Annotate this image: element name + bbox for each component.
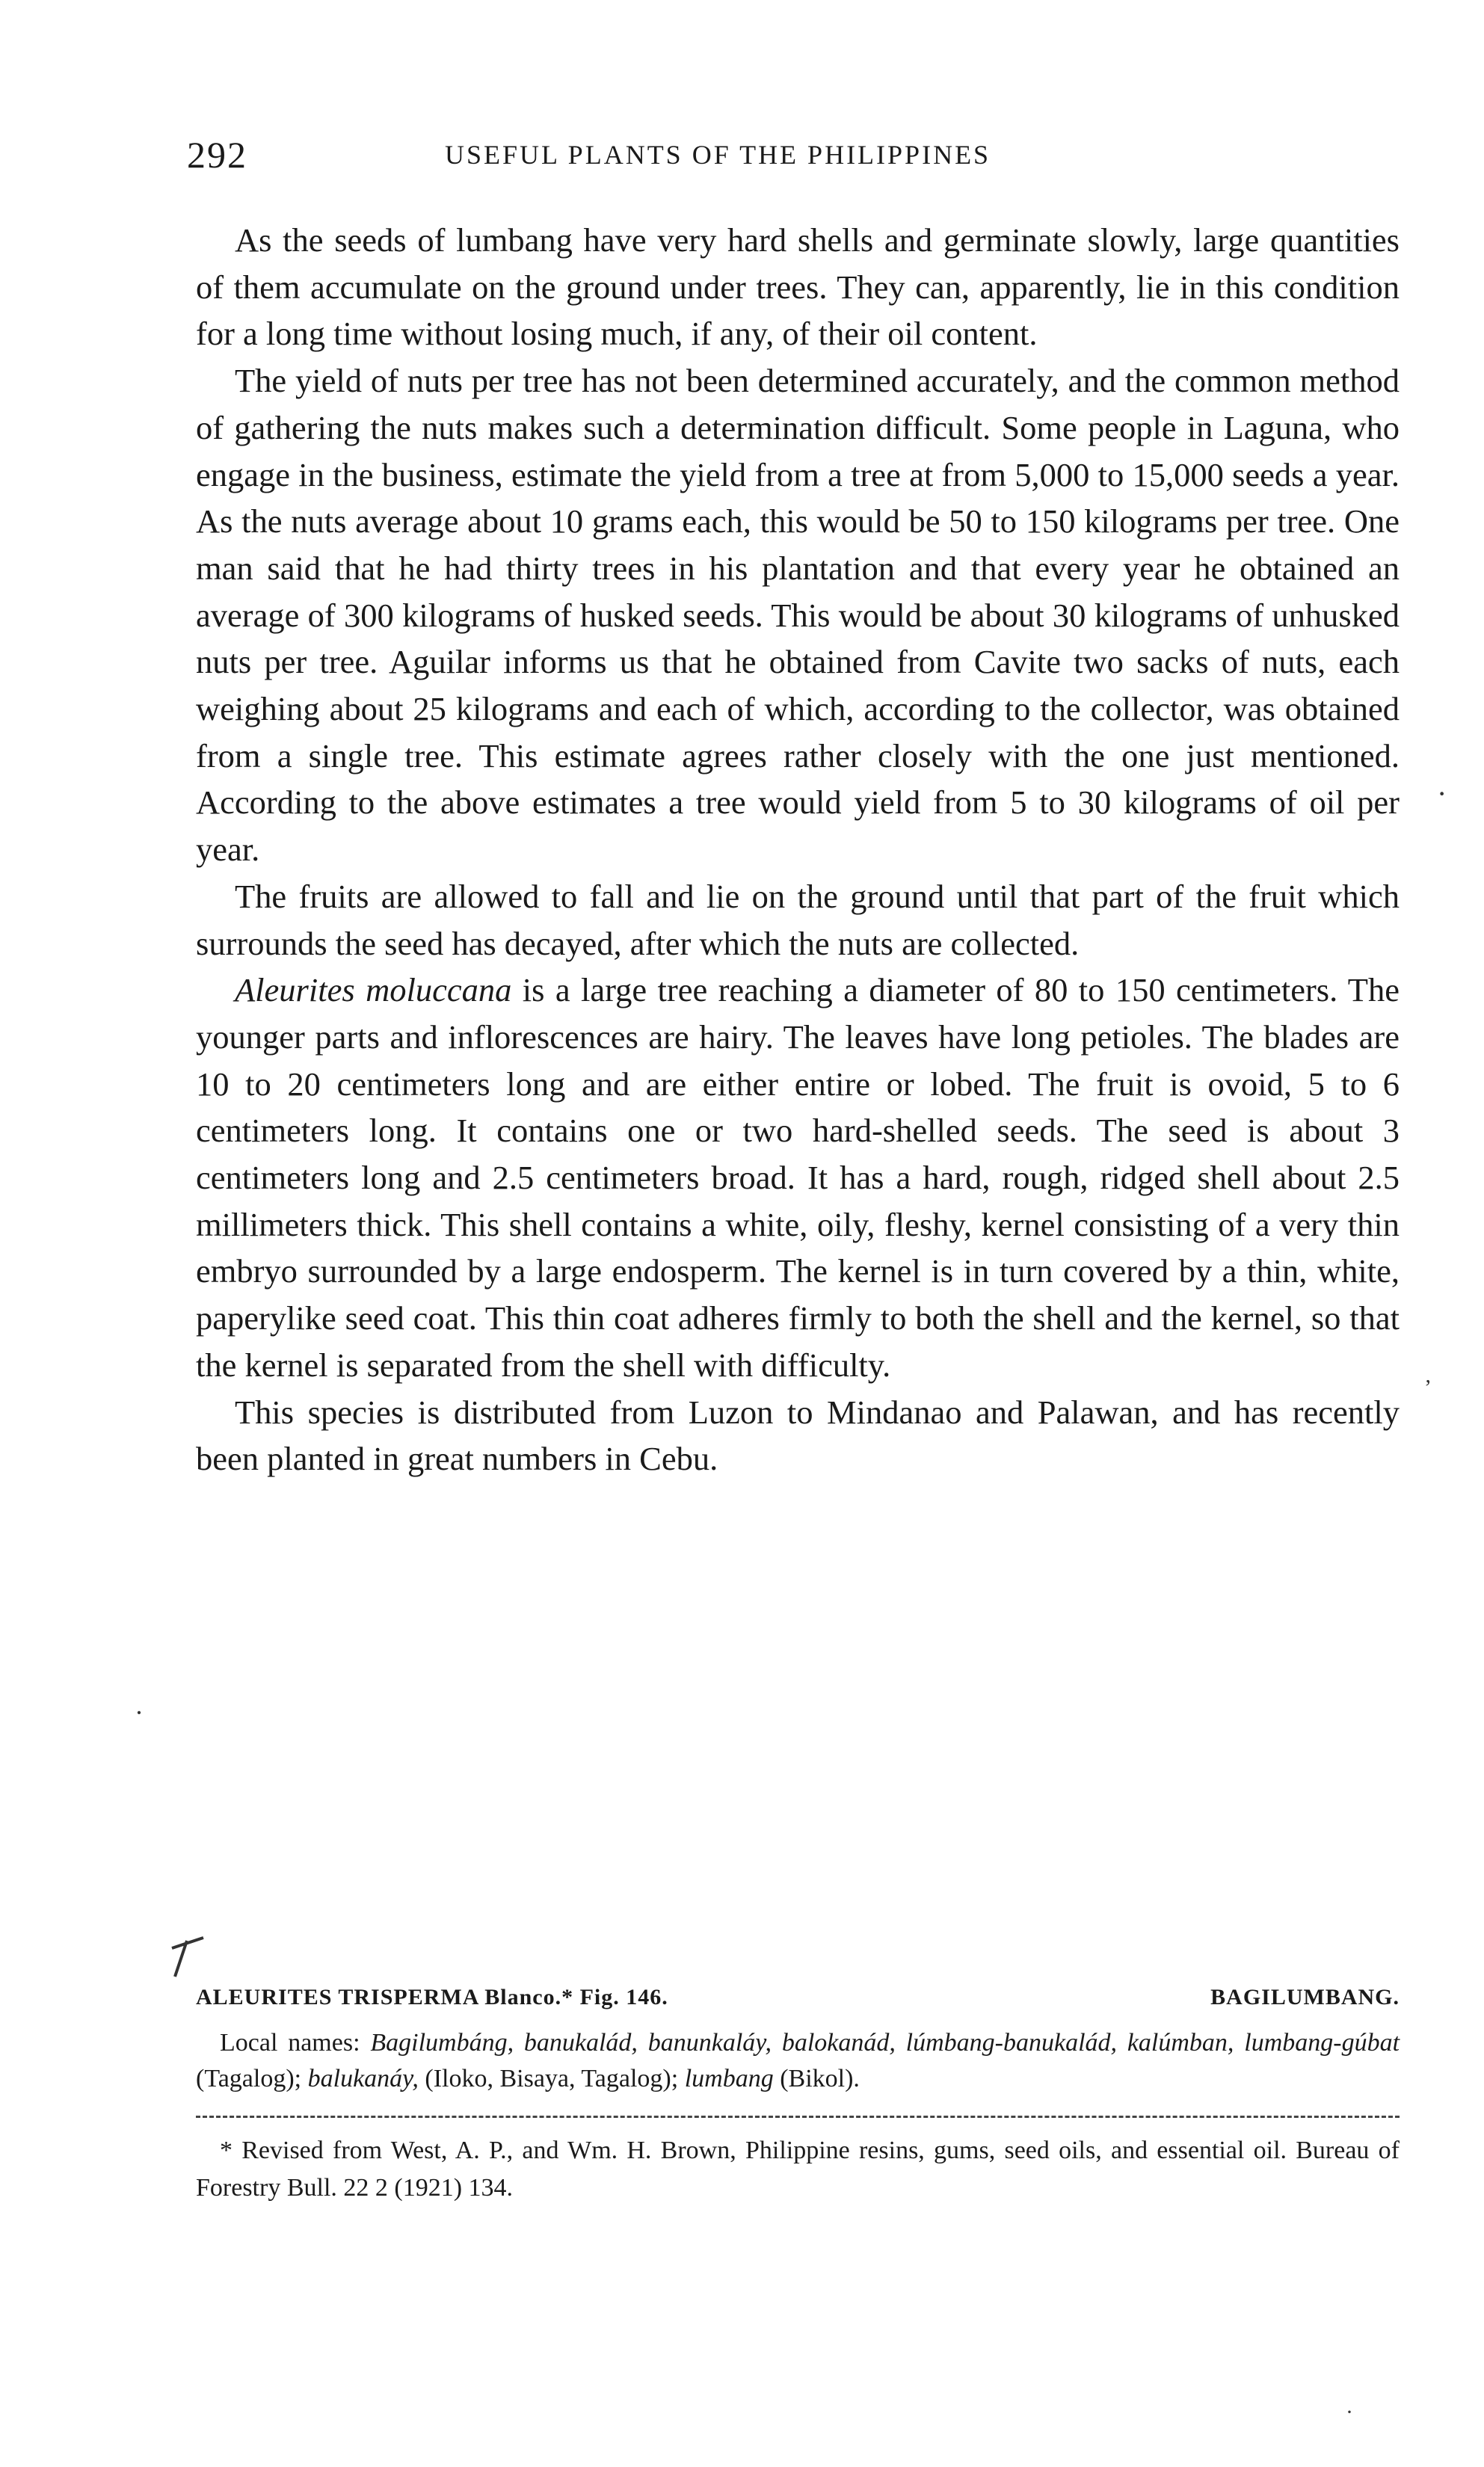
page-number: 292	[187, 134, 247, 176]
margin-mark: ·	[1437, 777, 1447, 810]
margin-mark: ·	[1346, 2400, 1353, 2424]
local-names	[196, 2025, 1400, 2097]
species-italic-name: Aleurites moluccana	[235, 971, 512, 1009]
figure-reference: Fig. 146.	[579, 1985, 668, 2009]
species-latin-name: ALEURITES TRISPERMA	[196, 1985, 478, 2009]
bikol-tag: (Bikol).	[780, 2065, 860, 2092]
footnote: * Revised from West, A. P., and Wm. H. Brown, Philippine resins, gums, seed oils, and essential oil. Bureau of Forestry Bull. 22 2 (1921) 134.	[196, 2137, 1400, 2202]
tagalog-names: Bagilumbáng, banukalád, banunkaláy, balokanád, lúmbang-banukalád, kalúmban, lumbang-gúbat	[370, 2029, 1400, 2057]
footnote-divider	[196, 2116, 1400, 2118]
paragraph-fruits: The fruits are allowed to fall and lie on the ground until that part of the fruit which surrounds the seed has decayed, after which the nuts are collected.	[196, 877, 1400, 962]
local-names-label: Local names:	[220, 2029, 360, 2057]
iloko-tag: (Iloko, Bisaya, Tagalog);	[425, 2065, 679, 2092]
margin-mark: ʼ	[1424, 1376, 1432, 1400]
species-heading	[196, 1985, 1400, 2021]
iloko-names: balukanáy,	[307, 2065, 419, 2092]
species-author: Blanco.*	[484, 1985, 574, 2009]
paragraph-species-description	[196, 967, 1400, 1388]
paragraph-seeds: As the seeds of lumbang have very hard shells and germinate slowly, large quantities of them accumulate on the ground under trees. They can, apparently, lie in this condition for a long time without losing much, if any, of their oil content.	[196, 221, 1400, 353]
margin-mark: ·	[135, 1698, 144, 1728]
species-title	[196, 1985, 668, 2010]
paragraph-distribution: This species is distributed from Luzon to Mindanao and Palawan, and has recently been planted in great numbers in Cebu.	[196, 1393, 1400, 1478]
margin-bracket-mark	[169, 1935, 206, 1980]
running-header	[187, 133, 1406, 185]
species-common-name: BAGILUMBANG.	[1210, 1985, 1400, 2009]
running-title: USEFUL PLANTS OF THE PHILIPPINES	[445, 140, 991, 170]
paragraph-yield: The yield of nuts per tree has not been determined accurately, and the common method of gathering the nuts makes such a determination difficult. Some people in Laguna, who engage in the business, estimate the yield from a tree at from 5,000 to 15,000 seeds a year. As the nuts average about 10 grams each, this would be 50 to 150 kilograms per tree. One man said that he had thirty trees in his plantation and that every year he obtained an average of 300 kilograms of husked seeds. This would be about 30 kilograms of unhusked nuts per tree. Aguilar informs us that he obtained from Cavite two sacks of nuts, each weighing about 25 kilograms and each of which, according to the collector, was obtained from a single tree. This estimate agrees rather closely with the one just mentioned. According to the above estimates a tree would yield from 5 to 30 kilograms of oil per year.	[196, 362, 1400, 869]
species-entry	[196, 1985, 1400, 2097]
bikol-names: lumbang	[684, 2065, 774, 2092]
body-text	[196, 217, 1400, 1482]
tagalog-tag: (Tagalog);	[196, 2065, 302, 2092]
species-description-text: is a large tree reaching a diameter of 80 to 150 centimeters. The younger parts and inflorescences are hairy. The leaves have long petioles. The blades are 10 to 20 centimeters long and are either entire or lobed. The fruit is ovoid, 5 to 6 centimeters long. It contains one or two hard-shelled seeds. The seed is about 3 centimeters long and 2.5 centimeters broad. It has a hard, rough, ridged shell about 2.5 millimeters thick. This shell contains a white, oily, fleshy, kernel consisting of a very thin embryo surrounded by a large endosperm. The kernel is in turn covered by a thin, white, paperylike seed coat. This thin coat adheres firmly to both the shell and the kernel, so that the kernel is separated from the shell with difficulty.	[196, 971, 1400, 1384]
